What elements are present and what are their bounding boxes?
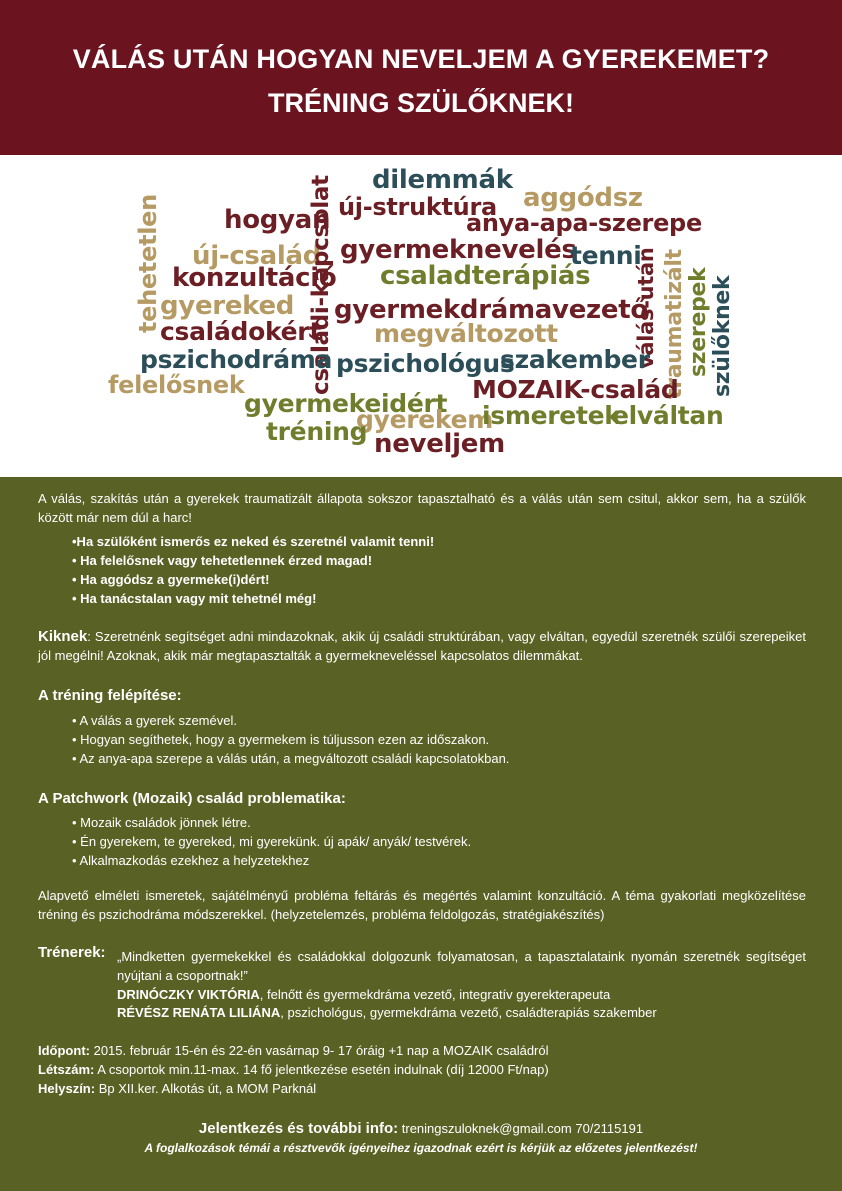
trainer-2 [117,1003,657,1022]
trenerek-quote: „Mindketten gyermekekkel és családokkal dolgozunk folyamatosan, a tapasztalataink nyomán szeretnék segítséget nyújtani a csoportnak!” [117,949,806,983]
cloud-word: aggódsz [523,183,643,213]
cloud-word: felelősnek [108,371,245,399]
list-item: • Ha aggódsz a gyermeke(i)dért! [72,572,270,587]
helyszin-label: Helyszín: [38,1081,96,1096]
list-item: • Hogyan segíthetek, hogy a gyermekem is túljusson ezen az időszakon. [72,732,490,747]
page-title-line2: TRÉNING SZÜLŐKNEK! [268,88,574,118]
felepites-heading: A tréning felépítése: [38,687,182,704]
kiknek-paragraph [38,627,806,665]
kiknek-text: : Szeretnénk segítséget adni mindazoknak, akik új családi struktúrában, vagy elváltan, egyedül szeretnék szülői szerepeiket jól megélni! Azoknak, akik már megtapasztalták a gyermekneveléssel kapcsolatos dilemmákat. [38,629,806,663]
idopont-label: Időpont: [38,1043,90,1058]
cloud-word: szakember [500,345,650,374]
cloud-word: dilemmák [372,165,513,195]
trainer-1-name: DRINÓCZKY VIKTÓRIA [117,987,260,1002]
cloud-word: új-struktúra [338,193,497,221]
cloud-word: neveljem [374,429,505,459]
contact-title: Jelentkezés és további info: [198,1120,399,1137]
cloud-word: elváltan [612,401,724,430]
alapveto-paragraph: Alapvető elméleti ismeretek, sajátélményű probléma feltárás és megértés valamint konzultáció. A téma gyakorlati megközelítése tréning és pszichodráma módszerekkel. (helyzetelemzés, probléma feldolgozás, stratégiakészítés) [38,888,806,922]
cloud-word: hogyan [224,205,331,235]
cloud-word: gyermekeidért [244,389,448,418]
cloud-word-vertical: szülőknek [710,275,735,397]
letszam-row [38,1060,549,1079]
list-item: • Én gyerekem, te gyereked, mi gyerekünk. új apák/ anyák/ testvérek. [72,834,472,849]
trainer-1 [117,985,610,1004]
helyszin-value: Bp XII.ker. Alkotás út, a MOM Parknál [95,1081,317,1096]
cloud-word: új-család [192,241,322,271]
details-block [38,1041,549,1098]
kiknek-label: Kiknek [38,628,88,645]
cloud-word: ismeretek [482,401,621,430]
cloud-word-vertical: válás-után [634,247,658,369]
helyszin-row [38,1079,549,1098]
cloud-word-vertical: traumatizált [662,249,687,399]
word-cloud [0,155,842,477]
letszam-label: Létszám: [38,1062,95,1077]
cloud-word: anya-apa-szerepe [466,209,702,237]
cloud-word: gyermeknevelés [340,235,577,265]
cloud-word: családokért [160,317,321,346]
cloud-word: gyermekdrámavezető [334,295,648,325]
intro-paragraph: A válás, szakítás után a gyerekek traumatizált állapota sokszor tapasztalható és a válás után sem csitul, akkor sem, ha a szülők között már nem dúl a harc! [38,491,806,525]
cloud-word: csaladterápiás [380,261,591,291]
trainer-2-name: RÉVÉSZ RENÁTA LILIÁNA [117,1005,281,1020]
contact-info[interactable]: treningszuloknek@gmail.com 70/2115191 [398,1121,644,1136]
cloud-word-vertical: tehetetlen [134,194,162,333]
list-item: • Ha felelősnek vagy tehetetlennek érzed magad! [72,553,373,568]
trenerek-label: Trénerek: [38,944,106,961]
cloud-word: gyereked [160,291,295,321]
idopont-value: 2015. február 15-én és 22-én vasárnap 9- 17 óráig +1 nap a MOZAIK családról [89,1043,549,1058]
trainer-2-desc: , pszichológus, gyermekdráma vezető, családterapiás szakember [280,1005,657,1020]
contact-line [0,1120,842,1137]
cloud-word: pszichodráma [140,345,333,374]
list-item: • Az anya-apa szerepe a válás után, a megváltozott családi kapcsolatokban. [72,751,510,766]
felepites-bullet-list [72,711,509,768]
page-title-line1: VÁLÁS UTÁN HOGYAN NEVELJEM A GYEREKEMET? [72,44,770,74]
cloud-word-vertical: szerepek [686,267,711,377]
cloud-word: MOZAIK-család [472,375,679,404]
cloud-word-vertical: családi-kapcsolat [308,175,334,395]
info-section [0,477,842,1191]
title-banner [0,0,842,155]
idopont-row [38,1041,549,1060]
cloud-word: tréning [266,417,368,446]
list-item: • Alkalmazkodás ezekhez a helyzetekhez [72,853,310,868]
cloud-word: gyerekem [356,405,493,434]
patchwork-heading: A Patchwork (Mozaik) család problematika: [38,790,346,807]
letszam-value: A csoportok min.11-max. 14 fő jelentkezése esetén indulnak (díj 12000 Ft/nap) [94,1062,549,1077]
cloud-word: megváltozott [374,319,558,348]
list-item: • Ha tanácstalan vagy mit tehetnél még! [72,591,317,606]
cloud-word: konzultáció [172,263,337,293]
cloud-word: pszichológus [336,349,515,378]
intro-bullet-list [72,532,434,608]
cloud-word: tenni [570,241,642,270]
list-item: •Ha szülőként ismerős ez neked és szeretnél valamit tenni! [72,534,435,549]
patchwork-bullet-list [72,813,471,870]
footer-note: A foglalkozások témái a résztvevők igényeihez igazodnak ezért is kérjük az előzetes jelentkezést! [144,1141,698,1155]
trainer-1-desc: , felnőtt és gyermekdráma vezető, integratív gyerekterapeuta [259,987,611,1002]
list-item: • Mozaik családok jönnek létre. [72,815,251,830]
list-item: • A válás a gyerek szemével. [72,713,237,728]
